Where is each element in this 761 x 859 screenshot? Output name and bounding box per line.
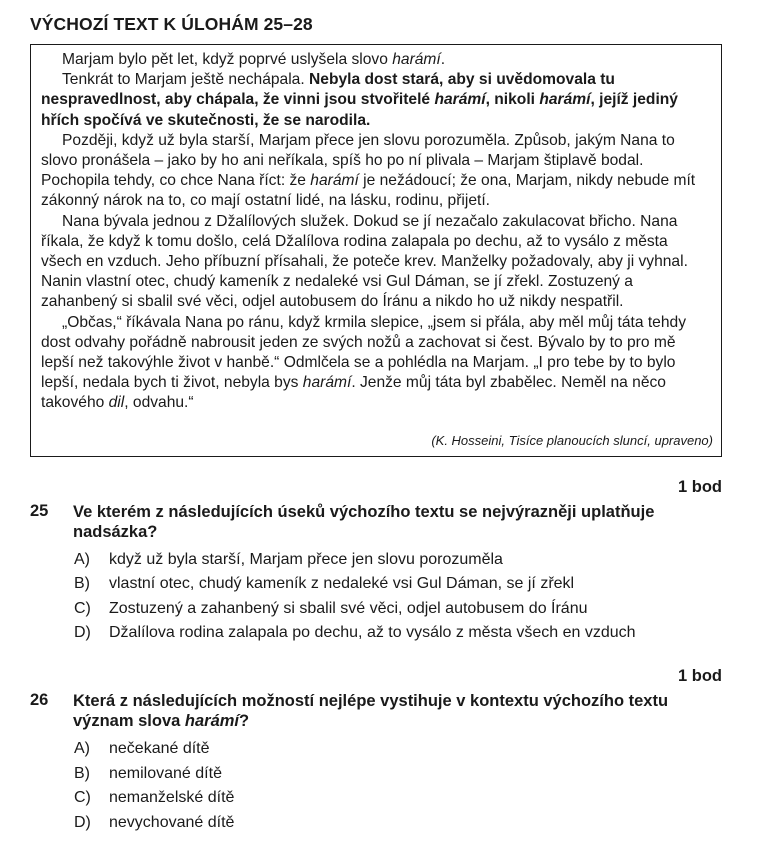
option-text: nečekané dítě	[109, 740, 210, 757]
option-text: vlastní otec, chudý kameník z nedaleké vsi Gul Dáman, se jí zřekl	[109, 575, 575, 592]
option-text: nemilované dítě	[109, 765, 222, 782]
option-letter: B)	[74, 575, 90, 592]
option-26-a[interactable]	[74, 740, 210, 758]
option-text: Zostuzený a zahanbený si sbalil své věci, odjel autobusem do Íránu	[109, 600, 588, 617]
option-letter: A)	[74, 551, 90, 568]
option-letter: A)	[74, 740, 90, 757]
question-number-25: 25	[30, 502, 49, 520]
option-26-d[interactable]	[74, 814, 234, 832]
option-letter: D)	[74, 814, 91, 831]
option-text: nemanželské dítě	[109, 789, 235, 806]
option-26-c[interactable]	[74, 789, 234, 807]
question-number-26: 26	[30, 691, 49, 709]
option-25-c[interactable]	[74, 600, 588, 618]
source-text-box	[30, 44, 722, 457]
option-letter: D)	[74, 624, 91, 641]
source-paragraph-5: „Občas,“ říkávala Nana po ránu, když krmila slepice, „jsem si přála, aby měl můj táta tehdy dost odvahy pořádně nabrousit jeden ze svých nožů a zachovat si čest. Bývalo by to pro mě lepší než takovýhle život v hanbě.“ Odmlčela se a pohlédla na Marjam. „I pro tebe by to bylo lepší, nedala bych ti život, nebyla bys harámí. Jenže můj táta byl zbabělec. Neměl na něco takového dil, odvahu.“	[41, 313, 686, 412]
option-letter: B)	[74, 765, 90, 782]
points-label-q26: 1 bod	[678, 667, 722, 685]
option-letter: C)	[74, 600, 91, 617]
option-25-b[interactable]	[74, 575, 574, 593]
option-letter: C)	[74, 789, 91, 806]
section-heading: VÝCHOZÍ TEXT K ÚLOHÁM 25–28	[30, 14, 313, 34]
points-label-q25: 1 bod	[678, 478, 722, 496]
question-text-25: Ve kterém z následujících úseků výchozího textu se nejvýrazněji uplatňuje nadsázka?	[73, 503, 655, 541]
source-paragraph-2: Tenkrát to Marjam ještě nechápala. Nebyla dost stará, aby si uvědomovala tu nespravedlnost, aby chápala, že vinni jsou stvořitelé harámí, nikoli harámí, jejíž jediný hřích spočívá ve skutečnosti, že se narodila.	[41, 71, 678, 129]
option-text: nevychované dítě	[109, 814, 235, 831]
source-paragraph-1: Marjam bylo pět let, když poprvé uslyšela slovo harámí.	[62, 51, 446, 68]
option-25-a[interactable]	[74, 551, 503, 569]
option-25-d[interactable]	[74, 624, 636, 642]
source-paragraph-3: Později, když už byla starší, Marjam přece jen slovu porozuměla. Způsob, jakým Nana to slovo pronášela – jako by ho ani neříkala, spíš ho po ní plivala – Marjam štiplavě bodal. Pochopila tehdy, co chce Nana říct: že harámí je nežádoucí; že ona, Marjam, nikdy nebude mít zákonný nárok na to, co mají ostatní lidé, na lásku, rodinu, přijetí.	[41, 131, 696, 210]
option-text: když už byla starší, Marjam přece jen slovu porozuměla	[109, 551, 503, 568]
source-citation: (K. Hosseini, Tisíce planoucích sluncí, upraveno)	[431, 432, 713, 448]
option-26-b[interactable]	[74, 765, 222, 783]
option-text: Džalílova rodina zalapala po dechu, až to vysálo z města všech en vzduch	[109, 624, 636, 641]
source-paragraph-4: Nana bývala jednou z Džalílových služek. Dokud se jí nezačalo zakulacovat břicho. Nana říkala, že když k tomu došlo, celá Džalílova rodina zalapala po dechu, až to vysálo z města všech en vzduch. Jeho příbuzní přísahali, že poteče krev. Manželky požadovaly, aby ji vyhnal. Nanin vlastní otec, chudý kameník z nedaleké vsi Gul Dáman, se jí zřekl. Zostuzený a zahanbený si sbalil své věci, odjel autobusem do Íránu a nikdo ho už nikdy nespatřil.	[41, 212, 688, 311]
question-text-26: Která z následujících možností nejlépe vystihuje v kontextu výchozího textu význam slova harámí?	[73, 692, 669, 730]
